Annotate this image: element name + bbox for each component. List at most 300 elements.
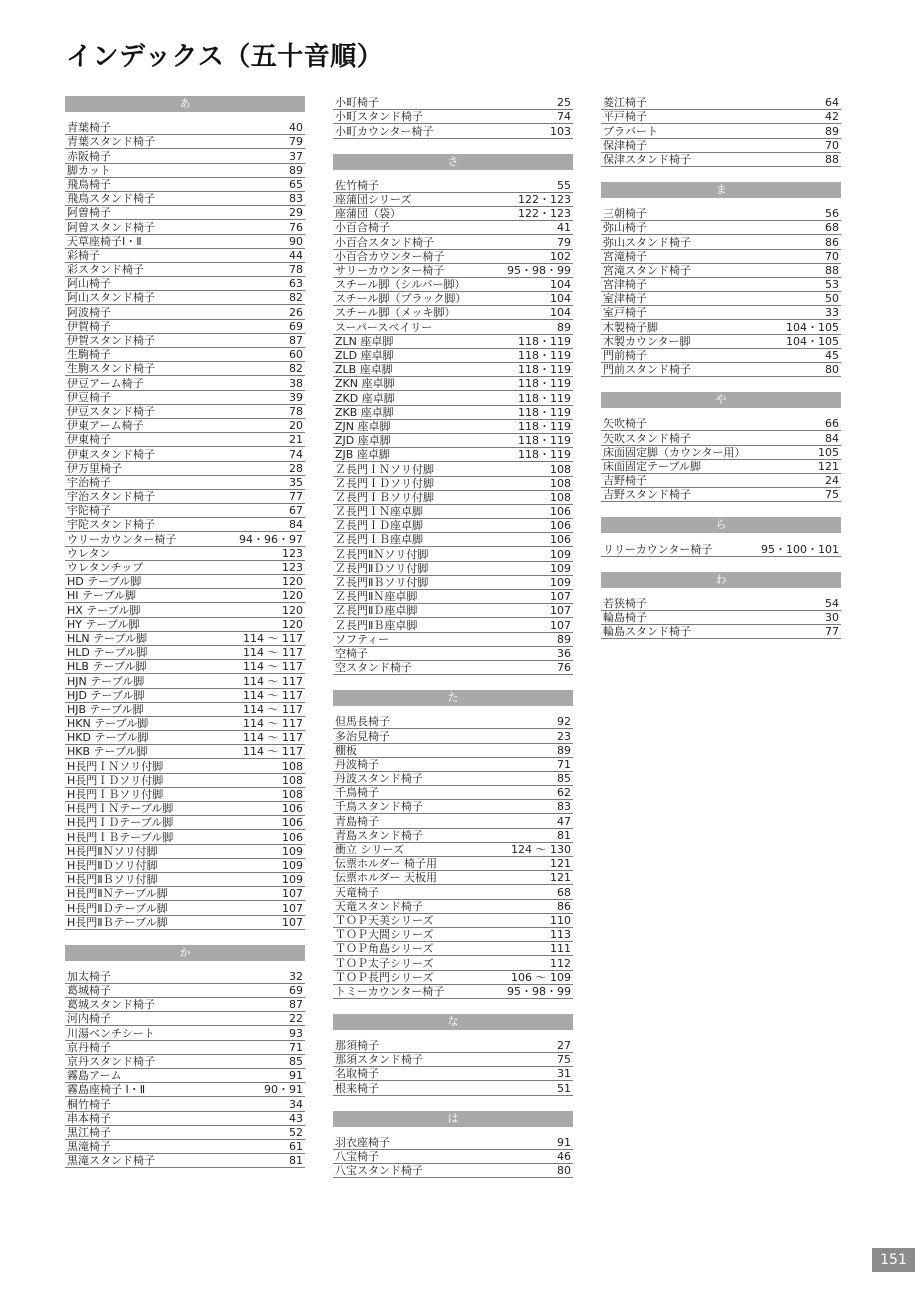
- entry-page: 61: [289, 1140, 303, 1154]
- entry-page: 84: [289, 518, 303, 532]
- entry-page: 94・96・97: [239, 532, 303, 546]
- entry-name: 木製椅子脚: [603, 320, 658, 334]
- index-entry: [333, 448, 573, 462]
- index-entry: [65, 646, 305, 660]
- entry-name: HLD テーブル脚: [67, 646, 148, 660]
- index-entry: [601, 278, 841, 292]
- index-entry: [333, 264, 573, 278]
- index-entry: [333, 604, 573, 618]
- index-entry: [333, 618, 573, 632]
- entry-page: 71: [289, 1040, 303, 1054]
- index-entry: [333, 207, 573, 221]
- entry-page: 86: [557, 899, 571, 913]
- entry-name: 小町スタンド椅子: [335, 110, 423, 124]
- index-entry: [65, 873, 305, 887]
- entry-name: ウレタンチップ: [67, 561, 144, 574]
- index-entry: [65, 149, 305, 163]
- entry-name: HI テーブル脚: [67, 589, 137, 603]
- index-entry: [65, 1083, 305, 1097]
- index-entry: [65, 703, 305, 717]
- entry-page: 87: [289, 334, 303, 347]
- entry-page: 89: [557, 743, 571, 757]
- index-section: [333, 1111, 573, 1179]
- entry-page: 123: [282, 546, 303, 560]
- entry-name: 座蒲団シリーズ: [335, 192, 412, 206]
- index-entry: [333, 292, 573, 306]
- index-entry: [333, 744, 573, 758]
- index-entry: [65, 376, 305, 390]
- index-entry: [333, 377, 573, 391]
- entry-page: 81: [557, 828, 571, 842]
- entry-page: 21: [289, 433, 303, 447]
- index-entry: [333, 715, 573, 729]
- index-entry: [65, 1069, 305, 1083]
- entry-name: 赤阪椅子: [67, 149, 111, 163]
- index-entry: [65, 717, 305, 731]
- index-entry: [333, 477, 573, 491]
- entry-name: 伊東椅子: [67, 433, 111, 447]
- entry-page: 76: [557, 661, 571, 675]
- index-entry: [65, 1097, 305, 1111]
- entry-page: 104・105: [786, 320, 839, 334]
- index-entry: [65, 1154, 305, 1168]
- entry-page: 107: [282, 915, 303, 929]
- entry-page: 118・119: [518, 419, 571, 433]
- index-entry: [333, 590, 573, 604]
- entry-page: 91: [557, 1135, 571, 1149]
- entry-page: 120: [282, 617, 303, 631]
- entry-name: 伝票ホルダー 天板用: [335, 871, 438, 885]
- index-section: [65, 945, 305, 1169]
- entry-page: 71: [557, 757, 571, 771]
- entry-page: 85: [289, 1055, 303, 1068]
- entry-name: ウリーカウンター椅子: [67, 532, 177, 546]
- entry-page: 118・119: [518, 334, 571, 348]
- index-entry: [65, 476, 305, 490]
- entry-page: 89: [557, 632, 571, 646]
- entry-name: 小町カウンター椅子: [335, 124, 434, 138]
- index-entry: [65, 504, 305, 518]
- index-entry: [65, 1041, 305, 1055]
- entry-name: Ｚ長門ＩＢ座卓脚: [335, 533, 423, 547]
- entry-name: 阿曽椅子: [67, 206, 111, 220]
- index-entry: [333, 1067, 573, 1081]
- entry-page: 92: [557, 715, 571, 729]
- entry-page: 121: [550, 857, 571, 871]
- entry-name: Ｚ長門ＩＤソリ付脚: [335, 476, 434, 490]
- entry-name: 黒滝椅子: [67, 1140, 111, 1154]
- index-entry: [601, 460, 841, 474]
- entry-name: 小町椅子: [335, 96, 379, 110]
- entry-name: 宇治椅子: [67, 475, 111, 489]
- index-entry: [65, 731, 305, 745]
- index-entry: [601, 417, 841, 431]
- index-entry: [333, 758, 573, 772]
- index-section: [333, 96, 573, 139]
- index-entry: [601, 264, 841, 278]
- index-entry: [333, 1150, 573, 1164]
- index-entry: [65, 405, 305, 419]
- entry-name: 阿山椅子: [67, 277, 111, 291]
- entry-name: 八宝スタンド椅子: [335, 1164, 423, 1178]
- entry-name: H長門ＩＮテーブル脚: [67, 802, 174, 816]
- entry-page: 114 〜 117: [243, 702, 303, 716]
- index-entry: [65, 121, 305, 135]
- index-entry: [333, 633, 573, 647]
- entry-page: 26: [289, 305, 303, 319]
- index-entry: [65, 816, 305, 830]
- index-entry: [65, 1140, 305, 1154]
- entry-name: 空スタンド椅子: [335, 661, 412, 675]
- entry-name: 菱江椅子: [603, 96, 647, 110]
- entry-name: ZKN 座卓脚: [335, 377, 395, 391]
- index-entry: [601, 96, 841, 110]
- page-title: インデックス（五十音順）: [66, 42, 384, 72]
- entry-page: 114 〜 117: [243, 688, 303, 702]
- entry-name: ZJN 座卓脚: [335, 419, 391, 433]
- entry-name: H長門ⅡＤソリ付脚: [67, 858, 158, 872]
- index-entry: [333, 420, 573, 434]
- entry-name: HD テーブル脚: [67, 575, 142, 589]
- entry-page: 87: [289, 998, 303, 1012]
- entry-page: 93: [289, 1026, 303, 1040]
- entry-name: 宇陀スタンド椅子: [67, 518, 155, 532]
- entry-page: 118・119: [518, 405, 571, 419]
- entry-page: 108: [282, 788, 303, 801]
- entry-page: 114 〜 117: [243, 660, 303, 674]
- index-entry: [601, 446, 841, 460]
- entry-name: 床面固定脚（カウンター用）: [603, 445, 746, 459]
- entry-page: 114 〜 117: [243, 646, 303, 660]
- entry-name: 阿曽スタンド椅子: [67, 220, 155, 234]
- entry-page: 28: [289, 461, 303, 475]
- entry-page: 106: [550, 533, 571, 547]
- entry-page: 122・123: [518, 192, 571, 206]
- entry-name: 青葉スタンド椅子: [67, 135, 155, 149]
- entry-name: H長門ⅡＮソリ付脚: [67, 844, 158, 858]
- entry-page: 107: [550, 590, 571, 604]
- section-heading: や: [601, 392, 841, 408]
- index-entry: [65, 998, 305, 1012]
- index-entry: [601, 488, 841, 502]
- entry-name: 那須スタンド椅子: [335, 1053, 423, 1067]
- index-entry: [65, 1026, 305, 1040]
- entry-name: ZKB 座卓脚: [335, 405, 394, 419]
- index-entry: [65, 589, 305, 603]
- entry-name: 門前スタンド椅子: [603, 363, 691, 377]
- entry-page: 36: [557, 646, 571, 660]
- entry-page: 110: [550, 913, 571, 927]
- index-entry: [333, 179, 573, 193]
- index-entry: [333, 1039, 573, 1053]
- entry-name: H長門ⅡＢソリ付脚: [67, 873, 158, 887]
- section-heading: ら: [601, 517, 841, 533]
- entry-page: 120: [282, 589, 303, 603]
- entry-name: 吉野椅子: [603, 474, 647, 488]
- entry-page: 74: [557, 110, 571, 124]
- index-entry: [65, 561, 305, 575]
- entry-page: 67: [289, 504, 303, 518]
- index-entry: [601, 597, 841, 611]
- entry-name: 霧島アーム: [67, 1069, 122, 1083]
- index-entry: [65, 632, 305, 646]
- index-entry: [601, 542, 841, 556]
- entry-name: 室津椅子: [603, 292, 647, 306]
- entry-page: 118・119: [518, 391, 571, 405]
- entry-name: 黒江椅子: [67, 1125, 111, 1139]
- entry-page: 34: [289, 1097, 303, 1111]
- index-entry: [333, 814, 573, 828]
- index-entry: [65, 320, 305, 334]
- entry-name: HKD テーブル脚: [67, 731, 149, 745]
- entry-page: 25: [557, 96, 571, 110]
- entry-page: 24: [825, 474, 839, 488]
- index-entry: [65, 547, 305, 561]
- entry-page: 107: [282, 901, 303, 915]
- entry-page: 23: [557, 729, 571, 743]
- index-entry: [65, 916, 305, 930]
- entry-page: 118・119: [518, 448, 571, 462]
- entry-name: 衝立 シリーズ: [335, 843, 404, 856]
- entry-name: 保津椅子: [603, 138, 647, 152]
- entry-name: 那須椅子: [335, 1039, 379, 1053]
- entry-name: 伊豆アーム椅子: [67, 376, 144, 390]
- entry-page: 40: [289, 121, 303, 135]
- entry-name: 小百合カウンター椅子: [335, 249, 445, 263]
- section-heading: な: [333, 1014, 573, 1030]
- entry-name: Ｚ長門ⅡＤ座卓脚: [335, 604, 418, 618]
- index-entry: [333, 1053, 573, 1067]
- entry-page: 56: [825, 207, 839, 221]
- index-entry: [333, 335, 573, 349]
- entry-name: HJD テーブル脚: [67, 688, 145, 702]
- entry-name: 小百合椅子: [335, 221, 390, 235]
- entry-name: ZLD 座卓脚: [335, 349, 394, 362]
- entry-page: 106 〜 109: [511, 970, 571, 984]
- entry-page: 78: [289, 404, 303, 418]
- index-section: [65, 96, 305, 930]
- entry-name: スーパースベイリー: [335, 320, 433, 334]
- entry-name: 名取椅子: [335, 1067, 379, 1081]
- entry-name: 空椅子: [335, 646, 368, 660]
- index-entry: [65, 447, 305, 461]
- entry-page: 52: [289, 1125, 303, 1139]
- entry-page: 107: [282, 887, 303, 901]
- entry-page: 107: [550, 618, 571, 632]
- entry-page: 47: [557, 814, 571, 828]
- entry-page: 118・119: [518, 363, 571, 377]
- entry-page: 82: [289, 291, 303, 305]
- index-entry: [333, 193, 573, 207]
- entry-name: HJN テーブル脚: [67, 674, 145, 688]
- index-entry: [65, 433, 305, 447]
- entry-page: 90・91: [264, 1083, 303, 1097]
- entry-page: 44: [289, 248, 303, 262]
- entry-name: HKB テーブル脚: [67, 745, 148, 759]
- entry-name: Ｚ長門ⅡＤソリ付脚: [335, 561, 429, 575]
- entry-page: 86: [825, 235, 839, 249]
- entry-name: ソフティー: [335, 632, 390, 646]
- entry-page: 31: [557, 1067, 571, 1081]
- entry-page: 102: [550, 249, 571, 263]
- entry-name: 飛鳥椅子: [67, 177, 111, 191]
- entry-name: 丹波スタンド椅子: [335, 772, 423, 786]
- index-entry: [65, 603, 305, 617]
- entry-name: HX テーブル脚: [67, 603, 141, 617]
- entry-page: 118・119: [518, 434, 571, 448]
- entry-name: 吉野スタンド椅子: [603, 488, 691, 502]
- entry-name: 彩椅子: [67, 248, 100, 262]
- entry-name: Ｚ長門ⅡＢソリ付脚: [335, 576, 429, 589]
- index-entry: [65, 206, 305, 220]
- index-entry: [333, 391, 573, 405]
- section-heading: ま: [601, 182, 841, 198]
- index-section: [601, 517, 841, 556]
- entry-page: 88: [825, 263, 839, 277]
- entry-page: 124 〜 130: [511, 843, 571, 856]
- index-entry: [333, 1164, 573, 1178]
- entry-page: 90: [289, 234, 303, 248]
- entry-page: 83: [289, 192, 303, 206]
- index-section: [601, 182, 841, 377]
- index-entry: [65, 348, 305, 362]
- entry-name: 加太椅子: [67, 969, 111, 983]
- entry-page: 104: [550, 278, 571, 292]
- entry-name: 京丹スタンド椅子: [67, 1055, 155, 1068]
- entry-page: 112: [550, 956, 571, 970]
- entry-name: HJB テーブル脚: [67, 702, 144, 716]
- index-entry: [65, 178, 305, 192]
- section-heading: た: [333, 690, 573, 706]
- index-column-1: [65, 96, 305, 1183]
- index-entry: [65, 901, 305, 915]
- index-entry: [333, 491, 573, 505]
- entry-page: 88: [825, 152, 839, 166]
- index-entry: [65, 192, 305, 206]
- entry-page: 106: [282, 830, 303, 844]
- entry-page: 62: [557, 786, 571, 800]
- index-entry: [333, 914, 573, 928]
- index-entry: [333, 562, 573, 576]
- entry-page: 68: [557, 885, 571, 899]
- entry-name: 黒滝スタンド椅子: [67, 1154, 155, 1168]
- entry-page: 42: [825, 110, 839, 124]
- entry-name: 多治見椅子: [335, 729, 390, 743]
- entry-page: 83: [557, 800, 571, 814]
- entry-name: 矢吹椅子: [603, 417, 647, 431]
- index-entry: [65, 291, 305, 305]
- entry-name: 座蒲団（袋）: [335, 207, 401, 221]
- entry-name: ZLN 座卓脚: [335, 334, 394, 348]
- index-entry: [601, 153, 841, 167]
- index-entry: [65, 263, 305, 277]
- index-entry: [65, 490, 305, 504]
- entry-page: 103: [550, 124, 571, 138]
- entry-name: 青葉椅子: [67, 121, 111, 135]
- entry-page: 104: [550, 306, 571, 320]
- index-entry: [333, 434, 573, 448]
- index-entry: [65, 802, 305, 816]
- entry-name: ZJB 座卓脚: [335, 448, 390, 462]
- index-section: [333, 154, 573, 676]
- entry-name: H長門ＩＮソリ付脚: [67, 759, 164, 773]
- entry-page: 114 〜 117: [243, 717, 303, 731]
- entry-page: 114 〜 117: [243, 731, 303, 745]
- index-entry: [333, 96, 573, 110]
- entry-name: ブラバート: [603, 124, 658, 138]
- entry-name: 伝票ホルダー 椅子用: [335, 857, 438, 871]
- entry-name: ＴＯＰ太子シリーズ: [335, 956, 434, 970]
- index-entry: [333, 800, 573, 814]
- entry-page: 32: [289, 969, 303, 983]
- entry-page: 108: [550, 462, 571, 476]
- index-entry: [65, 1126, 305, 1140]
- index-entry: [333, 462, 573, 476]
- entry-page: 107: [550, 604, 571, 618]
- entry-name: 青島椅子: [335, 814, 379, 828]
- section-heading: は: [333, 1111, 573, 1127]
- index-entry: [333, 406, 573, 420]
- index-entry: [333, 857, 573, 871]
- index-entry: [65, 745, 305, 759]
- entry-name: 床面固定テーブル脚: [603, 459, 702, 473]
- index-entry: [65, 462, 305, 476]
- entry-name: H長門ⅡＤテーブル脚: [67, 901, 168, 915]
- entry-name: ＴＯＰ角島シリーズ: [335, 942, 434, 956]
- entry-page: 74: [289, 447, 303, 461]
- index-entry: [65, 774, 305, 788]
- entry-name: 伊豆スタンド椅子: [67, 404, 155, 418]
- entry-page: 80: [557, 1164, 571, 1178]
- entry-name: ＴＯＰ長門シリーズ: [335, 970, 434, 984]
- index-entry: [65, 788, 305, 802]
- index-entry: [333, 1136, 573, 1150]
- index-entry: [601, 306, 841, 320]
- entry-page: 55: [557, 178, 571, 192]
- entry-page: 120: [282, 603, 303, 617]
- entry-name: 棚板: [335, 743, 357, 757]
- entry-name: トミーカウンター椅子: [335, 984, 445, 998]
- entry-page: 105: [818, 445, 839, 459]
- entry-page: 120: [282, 575, 303, 589]
- entry-page: 66: [825, 417, 839, 431]
- entry-name: 弥山椅子: [603, 221, 647, 235]
- entry-name: 宇治スタンド椅子: [67, 490, 155, 504]
- entry-name: 丹波椅子: [335, 757, 379, 771]
- entry-page: 60: [289, 348, 303, 362]
- entry-page: 70: [825, 249, 839, 263]
- index-entry: [65, 135, 305, 149]
- index-entry: [601, 431, 841, 445]
- index-entry: [65, 1012, 305, 1026]
- entry-page: 78: [289, 263, 303, 277]
- index-entry: [65, 830, 305, 844]
- entry-page: 121: [818, 459, 839, 473]
- entry-page: 109: [550, 547, 571, 561]
- index-entry: [65, 305, 305, 319]
- entry-name: Ｚ長門ＩＤ座卓脚: [335, 519, 423, 533]
- index-entry: [65, 1112, 305, 1126]
- entry-name: 宮津椅子: [603, 278, 647, 292]
- entry-page: 43: [289, 1111, 303, 1125]
- index-entry: [333, 235, 573, 249]
- entry-name: 宮滝椅子: [603, 249, 647, 263]
- entry-name: 輪島椅子: [603, 610, 647, 624]
- index-column-3: [601, 96, 841, 654]
- index-section: [333, 690, 573, 999]
- entry-name: H長門ＩＢテーブル脚: [67, 830, 174, 844]
- index-entry: [333, 786, 573, 800]
